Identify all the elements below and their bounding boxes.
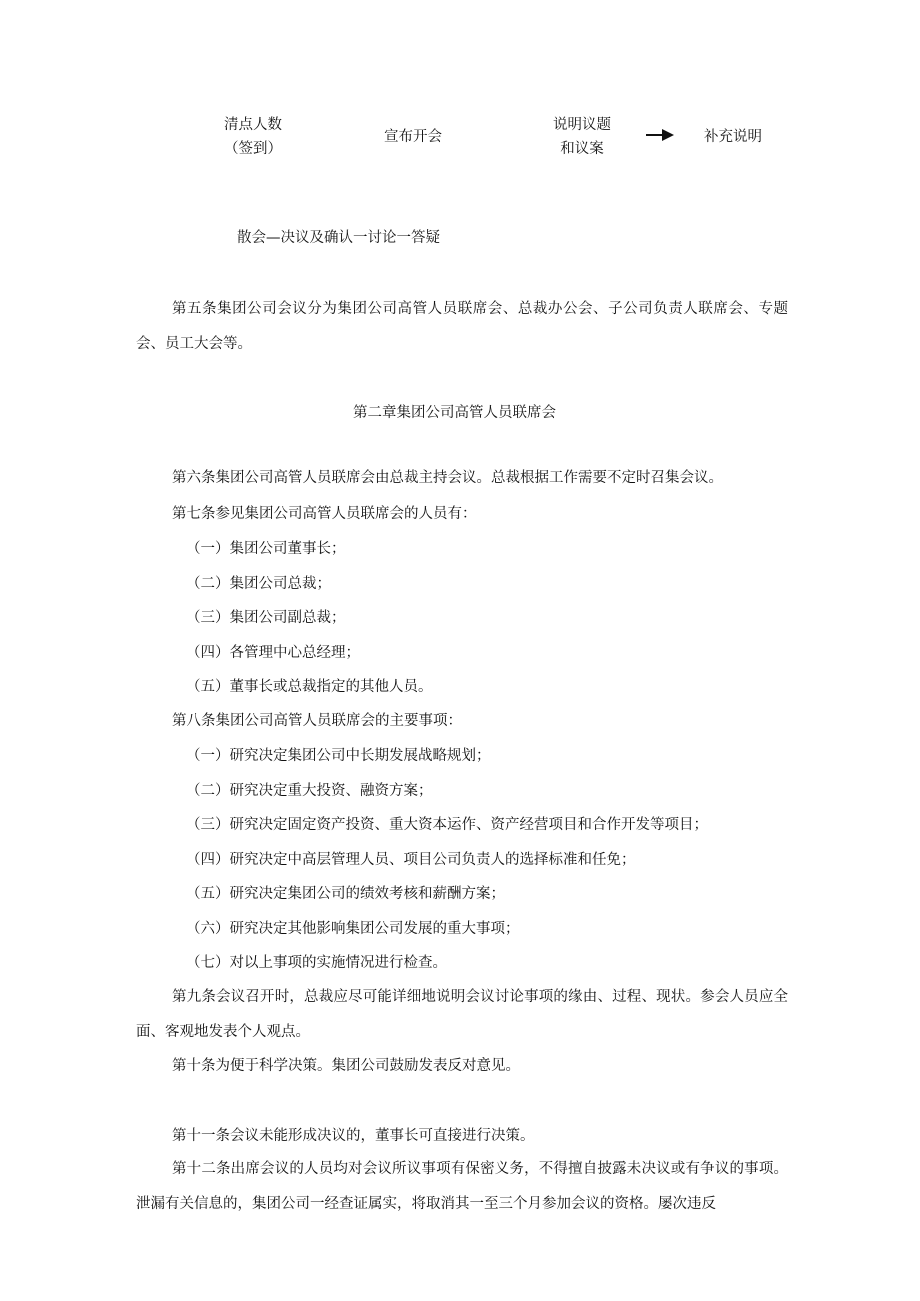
- article-7-item: （二）集团公司总裁；: [186, 576, 331, 592]
- flow-step-headcount-line1: 清点人数: [224, 117, 282, 133]
- article-7-item: （四）各管理中心总经理；: [186, 645, 360, 661]
- flow-step-supplement: 补充说明: [704, 129, 762, 145]
- flow-step-open-meeting: 宣布开会: [384, 129, 442, 145]
- flow-step-explain-topics-line1: 说明议题: [553, 117, 611, 133]
- article-6: 第六条集团公司高管人员联席会由总裁主持会议。总裁根据工作需要不定时召集会议。: [172, 470, 723, 486]
- article-8-item: （七）对以上事项的实施情况进行检查。: [186, 955, 447, 971]
- article-8-item: （一）研究决定集团公司中长期发展战略规划；: [186, 748, 491, 764]
- article-8-item: （二）研究决定重大投资、融资方案；: [186, 783, 433, 799]
- flow-arrow-head: [662, 129, 674, 141]
- chapter-2-title: 第二章集团公司高管人员联席会: [353, 405, 556, 421]
- article-9: 第九条会议召开时，总裁应尽可能详细地说明会议讨论事项的缘由、过程、现状。参会人员应全面、客观地发表个人观点。: [136, 989, 788, 1040]
- article-7-item: （五）董事长或总裁指定的其他人员。: [186, 679, 433, 695]
- flow-bottom-sequence: 散会—决议及确认一讨论一答疑: [237, 230, 440, 246]
- article-7-item: （一）集团公司董事长；: [186, 541, 346, 557]
- article-8-item: （六）研究决定其他影响集团公司发展的重大事项；: [186, 921, 520, 937]
- flow-step-explain-topics: [542, 113, 622, 161]
- flow-step-headcount-line2: （签到）: [224, 141, 282, 157]
- flow-step-explain-topics-line2: 和议案: [560, 141, 604, 157]
- article-11: 第十一条会议未能形成决议的，董事长可直接进行决策。: [172, 1128, 535, 1144]
- article-10: 第十条为便于科学决策。集团公司鼓励发表反对意见。: [172, 1058, 520, 1074]
- article-12: 第十二条出席会议的人员均对会议所议事项有保密义务，不得擅自披露未决议或有争议的事项。泄漏有关信息的，集团公司一经查证属实，将取消其一至三个月参加会议的资格。屡次违反: [136, 1161, 788, 1212]
- flow-arrow-icon: [646, 129, 674, 141]
- article-7-item: （三）集团公司副总裁；: [186, 610, 346, 626]
- article-8-item: （五）研究决定集团公司的绩效考核和薪酬方案；: [186, 886, 505, 902]
- article-5: 第五条集团公司会议分为集团公司高管人员联席会、总裁办公会、子公司负责人联席会、专题会、员工大会等。: [136, 301, 788, 352]
- article-7: 第七条参见集团公司高管人员联席会的人员有：: [172, 506, 477, 522]
- article-8-item: （四）研究决定中高层管理人员、项目公司负责人的选择标准和任免；: [186, 852, 636, 868]
- article-8-item: （三）研究决定固定资产投资、重大资本运作、资产经营项目和合作开发等项目；: [186, 817, 708, 833]
- article-8: 第八条集团公司高管人员联席会的主要事项：: [172, 713, 462, 729]
- flow-step-headcount: [213, 113, 293, 161]
- flow-arrow-shaft: [646, 134, 662, 136]
